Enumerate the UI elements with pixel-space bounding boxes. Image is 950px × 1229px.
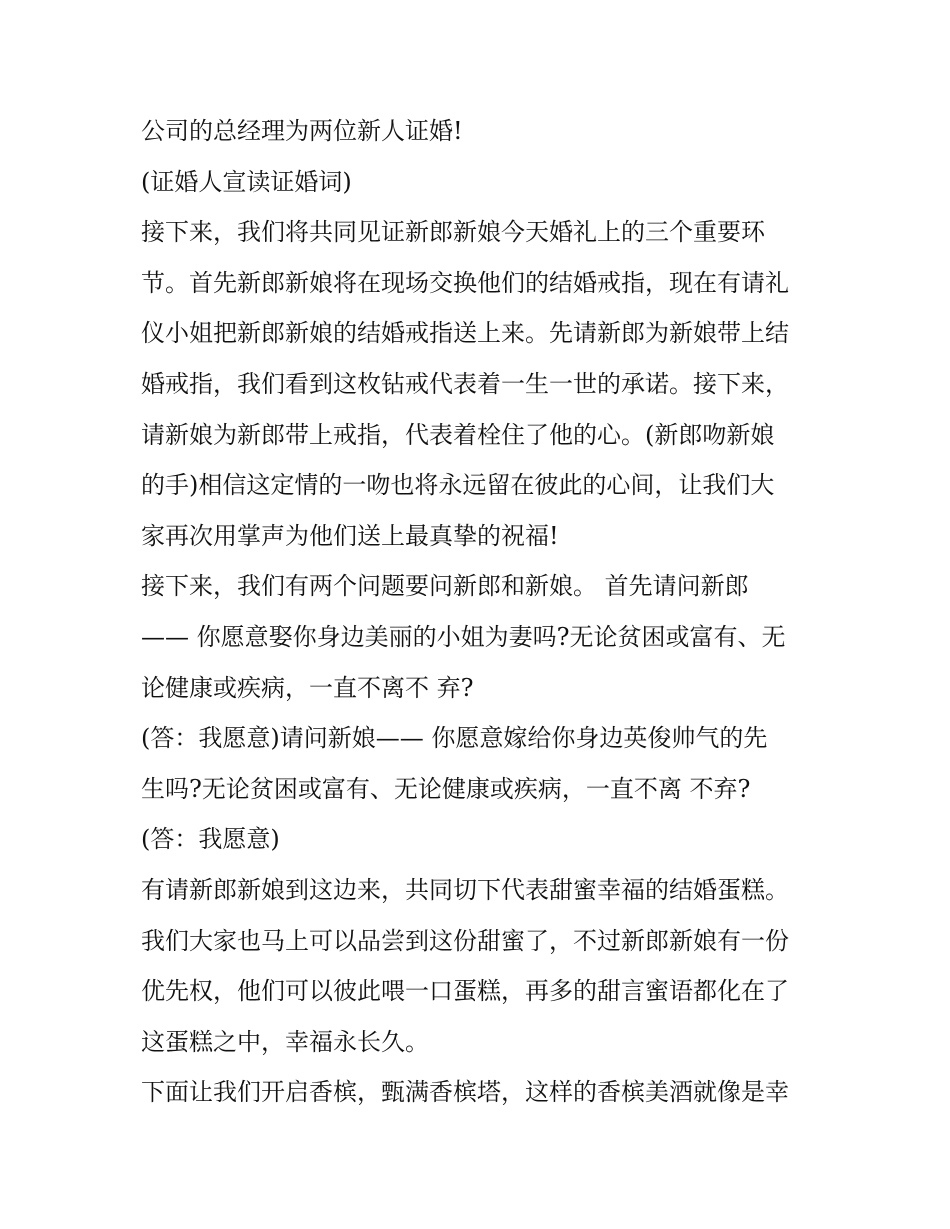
text-line: (答：我愿意)请问新娘—— 你愿意嫁给你身边英俊帅气的先 (141, 724, 768, 753)
text-line: 仪小姐把新郎新娘的结婚戒指送上来。先请新郎为新娘带上结 (141, 319, 789, 348)
text-line: 我们大家也马上可以品尝到这份甜蜜了，不过新郎新娘有一份 (141, 926, 789, 955)
document-body (141, 106, 821, 1118)
text-line: 家再次用掌声为他们送上最真挚的祝福! (141, 521, 559, 550)
text-line: 公司的总经理为两位新人证婚! (141, 117, 463, 145)
text-line: 下面让我们开启香槟，甄满香槟塔，这样的香槟美酒就像是幸 (141, 1078, 789, 1107)
text-line: 优先权，他们可以彼此喂一口蛋糕，再多的甜言蜜语都化在了 (141, 977, 789, 1006)
text-line: 论健康或疾病，一直不离不 弃? (141, 673, 474, 702)
text-line: (证婚人宣读证婚词) (141, 167, 352, 196)
text-line: 有请新郎新娘到这边来，共同切下代表甜蜜幸福的结婚蛋糕。 (141, 875, 789, 904)
text-line: 生吗?无论贫困或富有、无论健康或疾病，一直不离 不弃? (141, 774, 751, 803)
text-line: 接下来，我们将共同见证新郎新娘今天婚礼上的三个重要环 (141, 218, 765, 247)
text-line: 这蛋糕之中，幸福永长久。 (141, 1027, 429, 1056)
text-line: 接下来，我们有两个问题要问新郎和新娘。 首先请问新郎 (141, 572, 749, 601)
text-line: (答：我愿意) (141, 825, 280, 854)
text-line: 婚戒指，我们看到这枚钻戒代表着一生一世的承诺。接下来， (141, 369, 789, 398)
text-line: 请新娘为新郎带上戒指，代表着栓住了他的心。(新郎吻新娘 (141, 420, 775, 449)
text-line: 节。首先新郎新娘将在现场交换他们的结婚戒指，现在有请礼 (141, 268, 789, 297)
text-line: —— 你愿意娶你身边美丽的小姐为妻吗?无论贫困或富有、无 (141, 622, 786, 651)
text-line: 的手)相信这定情的一吻也将永远留在彼此的心间，让我们大 (141, 471, 775, 500)
